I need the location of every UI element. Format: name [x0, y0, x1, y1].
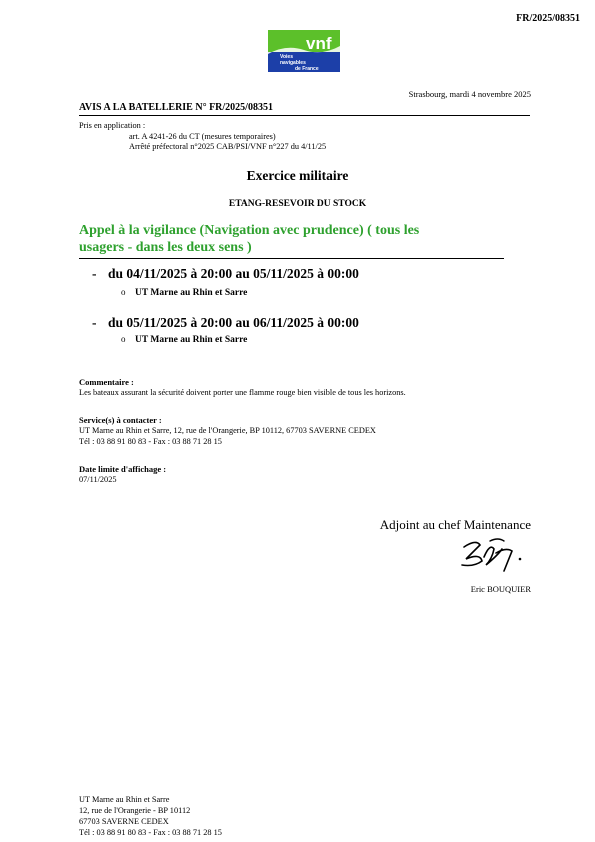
period-dash: - [92, 266, 97, 281]
period-bullet: o [121, 334, 126, 344]
period-dash: - [92, 315, 97, 330]
period-1 [92, 266, 359, 282]
contact-address: UT Marne au Rhin et Sarre, 12, rue de l'Orangerie, BP 10112, 67703 SAVERNE CEDEX [79, 426, 376, 435]
logo-text: vnf [306, 34, 332, 53]
period-2-unit [121, 334, 247, 345]
logo-tagline-1: Voies [280, 54, 293, 60]
vigilance-heading [79, 222, 504, 259]
footer-line: 67703 SAVERNE CEDEX [79, 817, 169, 826]
application-block [79, 121, 326, 153]
vnf-logo [268, 30, 340, 72]
handwritten-signature [456, 535, 536, 575]
period-2 [92, 315, 359, 331]
footer-line: UT Marne au Rhin et Sarre [79, 795, 170, 804]
period-unit-label: UT Marne au Rhin et Sarre [135, 335, 248, 345]
contact-label: Service(s) à contacter : [79, 415, 162, 425]
comment-text: Les bateaux assurant la sécurité doivent porter une flamme rouge bien visible de tous les horizons. [79, 388, 406, 397]
application-item: art. A 4241-26 du CT (mesures temporaires) [129, 131, 276, 141]
display-deadline-date: 07/11/2025 [79, 475, 117, 484]
notice-location: ETANG-RESEVOIR DU STOCK [228, 199, 367, 209]
logo-tagline-2: navigables [280, 60, 306, 66]
footer-line: Tél : 03 88 91 80 83 - Fax : 03 88 71 28 15 [79, 828, 222, 837]
footer-address [79, 794, 222, 838]
application-label: Pris en application : [79, 121, 146, 130]
signature-graphic [456, 535, 536, 575]
comment-label: Commentaire : [79, 377, 134, 387]
signer-title: Adjoint au chef Maintenance [379, 517, 531, 532]
contact-phone: Tél : 03 88 91 80 83 - Fax : 03 88 71 28 15 [79, 437, 222, 446]
notice-title: AVIS A LA BATELLERIE N° FR/2025/08351 [79, 102, 530, 116]
period-dates: du 05/11/2025 à 20:00 au 06/11/2025 à 00:00 [108, 315, 359, 330]
date-line: Strasbourg, mardi 4 novembre 2025 [408, 89, 531, 99]
period-bullet: o [121, 287, 126, 297]
vigilance-line-1: Appel à la vigilance (Navigation avec prudence) ( tous les [79, 223, 420, 238]
application-item: Arrêté préfectoral n°2025 CAB/PSI/VNF n°227 du 4/11/25 [129, 142, 327, 151]
period-dates: du 04/11/2025 à 20:00 au 05/11/2025 à 00:00 [108, 266, 359, 281]
reference-number: FR/2025/08351 [516, 13, 580, 24]
period-unit-label: UT Marne au Rhin et Sarre [135, 288, 248, 298]
footer-line: 12, rue de l'Orangerie - BP 10112 [79, 806, 191, 815]
notice-subject: Exercice militaire [246, 168, 349, 183]
period-1-unit [121, 287, 247, 298]
signer-name: Eric BOUQUIER [470, 584, 531, 594]
logo-tagline-3: de France [295, 66, 319, 72]
display-deadline-label: Date limite d'affichage : [79, 464, 167, 474]
vnf-logo-graphic [268, 30, 340, 72]
vigilance-line-2: usagers - dans les deux sens ) [79, 240, 252, 255]
